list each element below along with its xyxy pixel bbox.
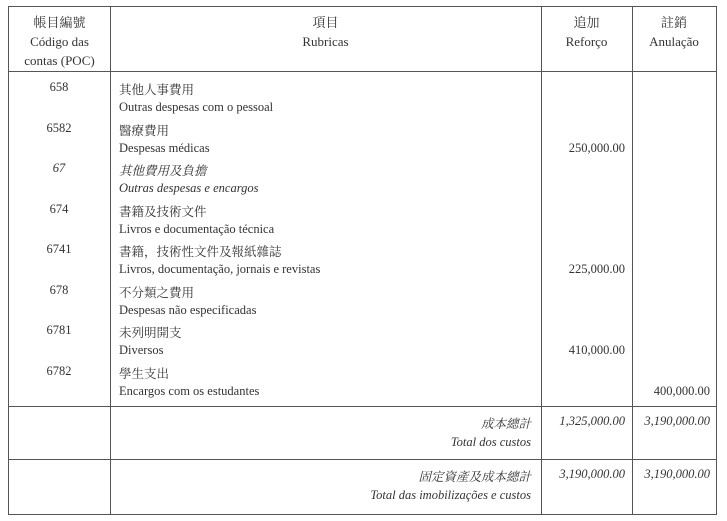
header-anulacao-zh: 註銷 [660, 15, 687, 30]
rubrica-pt: Diversos [119, 343, 164, 357]
header-anulacao-pt: Anulação [649, 34, 699, 49]
account-code: 678 [49, 282, 69, 297]
rubrica-zh: 其他人事費用 [119, 83, 195, 97]
reforco-amount: 410,000.00 [568, 343, 625, 357]
header-anulacao [632, 13, 716, 51]
total-divider [9, 406, 716, 407]
total-costs-reforco: 1,325,000.00 [559, 414, 625, 428]
header-rubricas-zh: 項目 [312, 15, 339, 30]
header-reforco [541, 13, 632, 51]
header-code-zh: 帳目編號 [33, 15, 86, 30]
budget-table [8, 6, 717, 515]
account-code: 6782 [46, 363, 72, 378]
header-code [9, 13, 110, 70]
rubrica-zh: 書籍及技術文件 [119, 204, 207, 219]
header-code-pt2: contas (POC) [24, 53, 95, 68]
rubrica-zh: 書籍，技術性文件及報紙雜誌 [119, 245, 282, 259]
rubrica-pt: Livros, documentação, jornais e revistas [119, 262, 321, 276]
total-costs-pt: Total dos custos [450, 435, 531, 449]
rubrica-pt: Outras despesas e encargos [119, 181, 259, 195]
total-costs-zh: 成本總計 [480, 417, 531, 431]
header-rubricas [110, 13, 541, 51]
rubrica-pt: Outras despesas com o pessoal [119, 100, 274, 114]
rubrica-zh: 醫療費用 [119, 123, 170, 138]
account-code: 6741 [46, 242, 72, 256]
total-costs-anulacao: 3,190,000.00 [644, 414, 710, 428]
rubrica-pt: Despesas não especificadas [119, 302, 257, 317]
account-code: 67 [52, 161, 66, 175]
header-rubricas-pt: Rubricas [302, 34, 349, 49]
reforco-amount: 225,000.00 [568, 262, 625, 276]
grand-total-reforco: 3,190,000.00 [559, 467, 625, 481]
header-code-pt1: Código das [30, 34, 89, 49]
header-reforco-zh: 追加 [573, 15, 600, 30]
account-code: 6781 [46, 323, 72, 337]
column-divider [541, 7, 542, 514]
rubrica-zh: 其他費用及負擔 [119, 164, 207, 178]
grand-total-pt: Total das imobilizações e custos [370, 488, 531, 502]
account-code: 6582 [46, 120, 72, 135]
header-reforco-pt: Reforço [565, 34, 608, 49]
rubrica-zh: 學生支出 [119, 366, 170, 381]
rubrica-zh: 未列明開支 [119, 326, 182, 340]
header-divider [9, 71, 716, 72]
account-code: 658 [49, 80, 69, 94]
reforco-amount: 250,000.00 [568, 140, 625, 155]
rubrica-zh: 不分類之費用 [119, 285, 195, 300]
grand-total-divider [9, 459, 716, 460]
rubrica-pt: Encargos com os estudantes [119, 383, 260, 398]
rubrica-pt: Despesas médicas [119, 140, 210, 155]
grand-total-zh: 固定資產及成本總計 [418, 470, 531, 484]
column-divider [110, 7, 111, 514]
rubrica-pt: Livros e documentação técnica [119, 221, 275, 236]
grand-total-anulacao: 3,190,000.00 [644, 467, 710, 481]
account-code: 674 [49, 201, 69, 216]
anulacao-amount: 400,000.00 [653, 383, 710, 398]
column-divider [632, 7, 633, 514]
